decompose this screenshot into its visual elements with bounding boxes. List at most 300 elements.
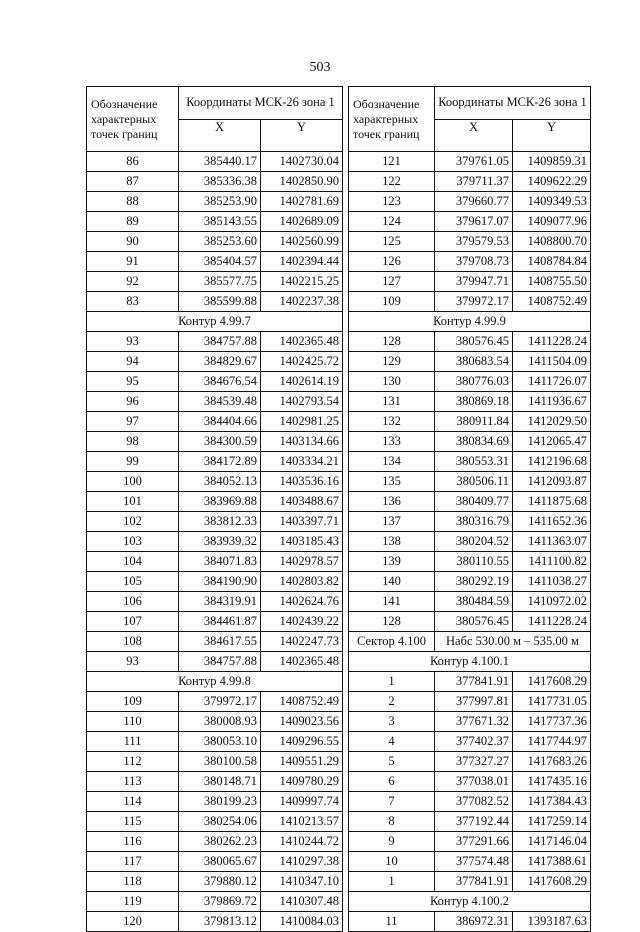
table-row [87, 832, 343, 852]
x-coordinate: 380199.23 [179, 792, 261, 812]
point-number: 137 [349, 512, 435, 532]
x-coordinate: 385440.17 [179, 152, 261, 172]
header-x: X [435, 119, 513, 152]
x-coordinate: 377291.66 [435, 832, 513, 852]
point-number: 1 [349, 872, 435, 892]
table-row [87, 752, 343, 772]
x-coordinate: 377082.52 [435, 792, 513, 812]
y-coordinate: 1402730.04 [261, 152, 343, 172]
point-number: 3 [349, 712, 435, 732]
point-number: 114 [87, 792, 179, 812]
x-coordinate: 384757.88 [179, 332, 261, 352]
point-number: 124 [349, 212, 435, 232]
y-coordinate: 1410307.48 [261, 892, 343, 912]
point-number: 104 [87, 552, 179, 572]
y-coordinate: 1402624.76 [261, 592, 343, 612]
x-coordinate: 385253.60 [179, 232, 261, 252]
table-row [349, 552, 591, 572]
y-coordinate: 1409077.96 [513, 212, 591, 232]
point-number: 118 [87, 872, 179, 892]
table-row [349, 492, 591, 512]
y-coordinate: 1402978.57 [261, 552, 343, 572]
y-coordinate: 1412065.47 [513, 432, 591, 452]
section-label: Контур 4.99.9 [349, 312, 591, 332]
y-coordinate: 1408752.49 [513, 292, 591, 312]
point-number: 83 [87, 292, 179, 312]
table-row [87, 772, 343, 792]
table-body-right [349, 152, 591, 932]
y-coordinate: 1402365.48 [261, 652, 343, 672]
y-coordinate: 1402614.19 [261, 372, 343, 392]
table-row [87, 212, 343, 232]
table-row [349, 512, 591, 532]
y-coordinate: 1409023.56 [261, 712, 343, 732]
x-coordinate: 384617.55 [179, 632, 261, 652]
x-coordinate: 384052.13 [179, 472, 261, 492]
x-coordinate: 380683.54 [435, 352, 513, 372]
table-row [349, 472, 591, 492]
table-row [349, 732, 591, 752]
point-number: 109 [349, 292, 435, 312]
point-number: 127 [349, 272, 435, 292]
x-coordinate: 377671.32 [435, 712, 513, 732]
x-coordinate: 379708.73 [435, 252, 513, 272]
table-row [349, 272, 591, 292]
x-coordinate: 379869.72 [179, 892, 261, 912]
point-number: 134 [349, 452, 435, 472]
y-coordinate: 1410244.72 [261, 832, 343, 852]
table-row [349, 392, 591, 412]
table-row [87, 332, 343, 352]
x-coordinate: 384319.91 [179, 592, 261, 612]
y-coordinate: 1402247.73 [261, 632, 343, 652]
point-number: 138 [349, 532, 435, 552]
y-coordinate: 1412029.50 [513, 412, 591, 432]
y-coordinate: 1409780.29 [261, 772, 343, 792]
x-coordinate: 385599.88 [179, 292, 261, 312]
point-number: 7 [349, 792, 435, 812]
x-coordinate: 377327.27 [435, 752, 513, 772]
header-x: X [179, 119, 261, 152]
point-number: 92 [87, 272, 179, 292]
point-number: 119 [87, 892, 179, 912]
point-number: 6 [349, 772, 435, 792]
point-number: 139 [349, 552, 435, 572]
point-number: 109 [87, 692, 179, 712]
x-coordinate: 377997.81 [435, 692, 513, 712]
y-coordinate: 1417683.26 [513, 752, 591, 772]
y-coordinate: 1402365.48 [261, 332, 343, 352]
y-coordinate: 1410084.03 [261, 912, 343, 932]
table-row [87, 792, 343, 812]
table-row [87, 172, 343, 192]
y-coordinate: 1402425.72 [261, 352, 343, 372]
y-coordinate: 1411228.24 [513, 612, 591, 632]
table-row [87, 732, 343, 752]
y-coordinate: 1417608.29 [513, 672, 591, 692]
y-coordinate: 1409859.31 [513, 152, 591, 172]
point-number: 115 [87, 812, 179, 832]
section-label: Контур 4.99.8 [87, 672, 343, 692]
table-row [87, 392, 343, 412]
x-coordinate: 377192.44 [435, 812, 513, 832]
y-coordinate: 1411875.68 [513, 492, 591, 512]
table-row [349, 412, 591, 432]
x-coordinate: 380834.69 [435, 432, 513, 452]
point-number: 8 [349, 812, 435, 832]
x-coordinate: 384676.54 [179, 372, 261, 392]
x-coordinate: 385253.90 [179, 192, 261, 212]
y-coordinate: 1402850.90 [261, 172, 343, 192]
table-row [349, 192, 591, 212]
x-coordinate: 379660.77 [435, 192, 513, 212]
table-row [87, 692, 343, 712]
point-number: 122 [349, 172, 435, 192]
y-coordinate: 1408755.50 [513, 272, 591, 292]
section-row [349, 892, 591, 912]
table-row [87, 612, 343, 632]
point-number: 93 [87, 652, 179, 672]
header-point-designation: Обозначение характерных точек границ [87, 87, 179, 152]
table-row [87, 412, 343, 432]
y-coordinate: 1409551.29 [261, 752, 343, 772]
y-coordinate: 1417146.04 [513, 832, 591, 852]
table-row [87, 892, 343, 912]
table-row [87, 632, 343, 652]
table-row [87, 812, 343, 832]
x-coordinate: 385404.57 [179, 252, 261, 272]
x-coordinate: 384300.59 [179, 432, 261, 452]
y-coordinate: 1417737.36 [513, 712, 591, 732]
x-coordinate: 380869.18 [435, 392, 513, 412]
y-coordinate: 1412093.87 [513, 472, 591, 492]
point-number: 89 [87, 212, 179, 232]
point-number: 110 [87, 712, 179, 732]
table-row [349, 212, 591, 232]
x-coordinate: 380110.55 [435, 552, 513, 572]
table-row [349, 532, 591, 552]
x-coordinate: 385336.38 [179, 172, 261, 192]
section-label: Контур 4.100.2 [349, 892, 591, 912]
y-coordinate: 1417259.14 [513, 812, 591, 832]
point-number: 136 [349, 492, 435, 512]
point-number: 130 [349, 372, 435, 392]
y-coordinate: 1403536.16 [261, 472, 343, 492]
x-coordinate: 380292.19 [435, 572, 513, 592]
x-coordinate: 379711.37 [435, 172, 513, 192]
y-coordinate: 1411504.09 [513, 352, 591, 372]
point-number: 141 [349, 592, 435, 612]
point-number: 1 [349, 672, 435, 692]
x-coordinate: 384172.89 [179, 452, 261, 472]
table-row [87, 592, 343, 612]
table-row [87, 712, 343, 732]
x-coordinate: 380911.84 [435, 412, 513, 432]
x-coordinate: 377841.91 [435, 872, 513, 892]
x-coordinate: 380148.71 [179, 772, 261, 792]
table-row [87, 472, 343, 492]
table-row [349, 912, 591, 932]
table-row [87, 152, 343, 172]
section-label: Контур 4.99.7 [87, 312, 343, 332]
point-number: 95 [87, 372, 179, 392]
point-number: 11 [349, 912, 435, 932]
point-number: 129 [349, 352, 435, 372]
x-coordinate: 379813.12 [179, 912, 261, 932]
table-row [87, 272, 343, 292]
point-number: 98 [87, 432, 179, 452]
page-number: 503 [309, 60, 331, 75]
point-number: 140 [349, 572, 435, 592]
x-coordinate: 384757.88 [179, 652, 261, 672]
table-row [349, 232, 591, 252]
table-row [349, 672, 591, 692]
section-row [87, 672, 343, 692]
point-number: 108 [87, 632, 179, 652]
table-row [349, 452, 591, 472]
y-coordinate: 1411652.36 [513, 512, 591, 532]
y-coordinate: 1417384.43 [513, 792, 591, 812]
table-row [349, 832, 591, 852]
y-coordinate: 1417388.61 [513, 852, 591, 872]
x-coordinate: 377402.37 [435, 732, 513, 752]
y-coordinate: 1393187.63 [513, 912, 591, 932]
x-coordinate: 384404.66 [179, 412, 261, 432]
table-row [87, 532, 343, 552]
table-row [349, 712, 591, 732]
x-coordinate: 384829.67 [179, 352, 261, 372]
y-coordinate: 1409997.74 [261, 792, 343, 812]
x-coordinate: 385577.75 [179, 272, 261, 292]
point-number: 87 [87, 172, 179, 192]
table-row [87, 352, 343, 372]
x-coordinate: 380316.79 [435, 512, 513, 532]
table-row [349, 752, 591, 772]
point-number: 105 [87, 572, 179, 592]
point-number: 132 [349, 412, 435, 432]
header-coordinate-system: Координаты МСК-26 зона 1 [435, 87, 591, 120]
table-row [87, 852, 343, 872]
point-number: 121 [349, 152, 435, 172]
y-coordinate: 1408800.70 [513, 232, 591, 252]
point-number: 103 [87, 532, 179, 552]
point-number: 9 [349, 832, 435, 852]
table-row [87, 872, 343, 892]
point-number: 10 [349, 852, 435, 872]
x-coordinate: 380576.45 [435, 332, 513, 352]
x-coordinate: 380776.03 [435, 372, 513, 392]
section-row [349, 652, 591, 672]
table-row [349, 872, 591, 892]
x-coordinate: 380053.10 [179, 732, 261, 752]
point-number: 128 [349, 332, 435, 352]
y-coordinate: 1411228.24 [513, 332, 591, 352]
point-number: 106 [87, 592, 179, 612]
coordinates-table-right [348, 86, 591, 932]
x-coordinate: 379972.17 [435, 292, 513, 312]
table-row [87, 192, 343, 212]
x-coordinate: 379972.17 [179, 692, 261, 712]
header-coordinate-system: Координаты МСК-26 зона 1 [179, 87, 343, 120]
x-coordinate: 379947.71 [435, 272, 513, 292]
table-row [349, 692, 591, 712]
section-row [87, 312, 343, 332]
x-coordinate: 379617.07 [435, 212, 513, 232]
table-row [349, 852, 591, 872]
point-number: 5 [349, 752, 435, 772]
x-coordinate: 380204.52 [435, 532, 513, 552]
header-point-designation: Обозначение характерных точек границ [349, 87, 435, 152]
point-number: 128 [349, 612, 435, 632]
y-coordinate: 1409622.29 [513, 172, 591, 192]
point-number: 123 [349, 192, 435, 212]
table-row [87, 912, 343, 932]
table-row [87, 492, 343, 512]
y-coordinate: 1409296.55 [261, 732, 343, 752]
header-y: Y [261, 119, 343, 152]
table-row [87, 432, 343, 452]
table-row [349, 332, 591, 352]
point-number: 91 [87, 252, 179, 272]
x-coordinate: 380553.31 [435, 452, 513, 472]
table-row [349, 292, 591, 312]
table-row [349, 592, 591, 612]
table-row [87, 512, 343, 532]
sector-label: Сектор 4.100 [349, 632, 435, 652]
x-coordinate: 384071.83 [179, 552, 261, 572]
table-row [349, 612, 591, 632]
table-row [349, 792, 591, 812]
table-row [349, 572, 591, 592]
table-row [87, 452, 343, 472]
x-coordinate: 380409.77 [435, 492, 513, 512]
y-coordinate: 1403185.43 [261, 532, 343, 552]
point-number: 111 [87, 732, 179, 752]
x-coordinate: 386972.31 [435, 912, 513, 932]
y-coordinate: 1402394.44 [261, 252, 343, 272]
point-number: 131 [349, 392, 435, 412]
point-number: 116 [87, 832, 179, 852]
y-coordinate: 1410297.38 [261, 852, 343, 872]
y-coordinate: 1402793.54 [261, 392, 343, 412]
y-coordinate: 1417435.16 [513, 772, 591, 792]
x-coordinate: 380506.11 [435, 472, 513, 492]
point-number: 101 [87, 492, 179, 512]
y-coordinate: 1408784.84 [513, 252, 591, 272]
x-coordinate: 380262.23 [179, 832, 261, 852]
sector-row [349, 632, 591, 652]
point-number: 107 [87, 612, 179, 632]
y-coordinate: 1408752.49 [261, 692, 343, 712]
y-coordinate: 1410213.57 [261, 812, 343, 832]
y-coordinate: 1402237.38 [261, 292, 343, 312]
point-number: 126 [349, 252, 435, 272]
x-coordinate: 379579.53 [435, 232, 513, 252]
y-coordinate: 1403488.67 [261, 492, 343, 512]
point-number: 96 [87, 392, 179, 412]
table-row [349, 432, 591, 452]
y-coordinate: 1417744.97 [513, 732, 591, 752]
point-number: 90 [87, 232, 179, 252]
x-coordinate: 377841.91 [435, 672, 513, 692]
point-number: 2 [349, 692, 435, 712]
y-coordinate: 1402215.25 [261, 272, 343, 292]
point-number: 88 [87, 192, 179, 212]
y-coordinate: 1403134.66 [261, 432, 343, 452]
point-number: 120 [87, 912, 179, 932]
x-coordinate: 385143.55 [179, 212, 261, 232]
header-y: Y [513, 119, 591, 152]
table-row [349, 252, 591, 272]
point-number: 93 [87, 332, 179, 352]
table-row [87, 232, 343, 252]
y-coordinate: 1410347.10 [261, 872, 343, 892]
table-row [349, 352, 591, 372]
table-row [349, 372, 591, 392]
table-row [87, 252, 343, 272]
table-body-left [87, 152, 343, 932]
x-coordinate: 380576.45 [435, 612, 513, 632]
y-coordinate: 1402981.25 [261, 412, 343, 432]
section-row [349, 312, 591, 332]
coordinates-table-left [86, 86, 343, 932]
sector-elevation-range: Набс 530.00 м – 535.00 м [435, 632, 591, 652]
y-coordinate: 1410972.02 [513, 592, 591, 612]
point-number: 117 [87, 852, 179, 872]
point-number: 125 [349, 232, 435, 252]
x-coordinate: 379880.12 [179, 872, 261, 892]
y-coordinate: 1409349.53 [513, 192, 591, 212]
section-label: Контур 4.100.1 [349, 652, 591, 672]
y-coordinate: 1412196.68 [513, 452, 591, 472]
y-coordinate: 1402803.82 [261, 572, 343, 592]
x-coordinate: 377038.01 [435, 772, 513, 792]
point-number: 94 [87, 352, 179, 372]
y-coordinate: 1411363.07 [513, 532, 591, 552]
point-number: 102 [87, 512, 179, 532]
y-coordinate: 1402689.09 [261, 212, 343, 232]
x-coordinate: 380008.93 [179, 712, 261, 732]
y-coordinate: 1402560.99 [261, 232, 343, 252]
x-coordinate: 384461.87 [179, 612, 261, 632]
point-number: 135 [349, 472, 435, 492]
table-row [349, 772, 591, 792]
point-number: 97 [87, 412, 179, 432]
x-coordinate: 384190.90 [179, 572, 261, 592]
x-coordinate: 380254.06 [179, 812, 261, 832]
y-coordinate: 1417731.05 [513, 692, 591, 712]
point-number: 133 [349, 432, 435, 452]
table-row [349, 152, 591, 172]
x-coordinate: 377574.48 [435, 852, 513, 872]
y-coordinate: 1411038.27 [513, 572, 591, 592]
x-coordinate: 383939.32 [179, 532, 261, 552]
y-coordinate: 1402439.22 [261, 612, 343, 632]
x-coordinate: 384539.48 [179, 392, 261, 412]
table-row [87, 572, 343, 592]
x-coordinate: 380065.67 [179, 852, 261, 872]
point-number: 112 [87, 752, 179, 772]
point-number: 99 [87, 452, 179, 472]
table-row [87, 652, 343, 672]
point-number: 86 [87, 152, 179, 172]
y-coordinate: 1411936.67 [513, 392, 591, 412]
y-coordinate: 1403334.21 [261, 452, 343, 472]
point-number: 100 [87, 472, 179, 492]
table-row [87, 292, 343, 312]
table-row [87, 372, 343, 392]
point-number: 113 [87, 772, 179, 792]
